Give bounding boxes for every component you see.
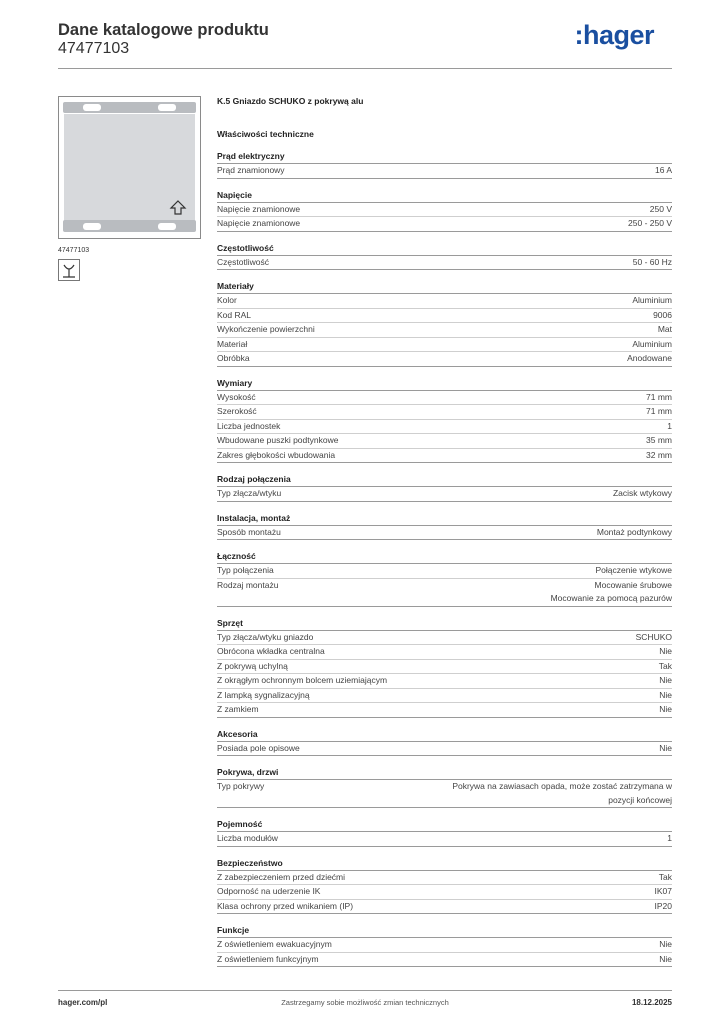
spec-value: 1 <box>667 420 672 431</box>
spec-row <box>217 309 672 324</box>
spec-row <box>217 579 672 607</box>
spec-row <box>217 434 672 449</box>
section-title: Pojemność <box>217 819 672 832</box>
spec-label: Materiał <box>217 338 248 349</box>
product-image-column <box>58 96 201 281</box>
spec-label: Napięcie znamionowe <box>217 203 301 214</box>
spec-value: Pokrywa na zawiasach opada, może zostać zatrzymana w pozycji końcowej <box>452 781 672 805</box>
spec-section <box>217 513 672 541</box>
spec-label: Rodzaj montażu <box>217 579 279 590</box>
spec-row <box>217 217 672 232</box>
section-title: Napięcie <box>217 190 672 203</box>
image-caption-code: 47477103 <box>58 247 90 254</box>
spec-label: Posiada pole opisowe <box>217 742 300 753</box>
spec-row <box>217 885 672 900</box>
spec-row <box>217 631 672 646</box>
specs-column <box>217 96 672 967</box>
spec-label: Obróbka <box>217 353 250 363</box>
spec-section <box>217 378 672 464</box>
spec-label: Częstotliwość <box>217 256 269 267</box>
spec-value: 9006 <box>653 309 672 320</box>
footer-divider <box>58 990 672 991</box>
spec-label: Typ złącza/wtyku <box>217 488 282 498</box>
spec-label: Odporność na uderzenie IK <box>217 886 321 896</box>
spec-label: Typ złącza/wtyku gniazdo <box>217 631 314 642</box>
product-number: 47477103 <box>58 40 130 57</box>
spec-row <box>217 449 672 464</box>
spec-value: Mocowanie śrubowe Mocowanie za pomocą pazurów <box>550 579 672 603</box>
spec-value: IK07 <box>654 886 672 896</box>
header-divider <box>58 68 672 69</box>
spec-row <box>217 703 672 718</box>
spec-value: SCHUKO <box>635 631 672 642</box>
spec-row <box>217 689 672 704</box>
section-title: Bezpieczeństwo <box>217 858 672 871</box>
page-header <box>58 20 672 68</box>
spec-value: Anodowane <box>627 353 672 363</box>
frame-notch <box>83 223 101 230</box>
spec-label: Typ pokrywy <box>217 781 265 791</box>
spec-label: Klasa ochrony przed wnikaniem (IP) <box>217 900 354 911</box>
spec-row <box>217 352 672 367</box>
section-title: Wymiary <box>217 378 672 391</box>
arrow-up-icon <box>169 199 187 217</box>
frame-notch <box>158 104 176 111</box>
spec-value: Tak <box>658 871 672 882</box>
spec-section <box>217 474 672 502</box>
spec-label: Prąd znamionowy <box>217 165 285 175</box>
section-title: Sprzęt <box>217 618 672 631</box>
spec-row <box>217 256 672 271</box>
spec-row <box>217 953 672 968</box>
spec-row <box>217 487 672 502</box>
spec-value: IP20 <box>654 900 672 911</box>
spec-section <box>217 281 672 367</box>
footer-disclaimer: Zastrzegamy sobie możliwość zmian technicznych <box>281 998 449 1007</box>
spec-label: Kolor <box>217 295 237 305</box>
spec-label: Sposób montażu <box>217 526 281 537</box>
spec-value: 35 mm <box>646 435 672 445</box>
spec-row <box>217 780 672 808</box>
spec-label: Liczba jednostek <box>217 420 281 431</box>
spec-label: Obrócona wkładka centralna <box>217 646 325 656</box>
spec-value: Nie <box>659 689 672 700</box>
spec-sections <box>217 151 672 967</box>
spec-value: 32 mm <box>646 449 672 460</box>
spec-value: Aluminium <box>632 338 672 349</box>
spec-value: Połączenie wtykowe <box>595 565 672 575</box>
frame-bottom <box>63 220 196 232</box>
spec-label: Wysokość <box>217 391 256 402</box>
spec-row <box>217 645 672 660</box>
spec-label: Liczba modułów <box>217 833 278 843</box>
spec-row <box>217 203 672 218</box>
spec-value: 71 mm <box>646 391 672 402</box>
spec-label: Z oświetleniem funkcyjnym <box>217 953 319 964</box>
spec-section <box>217 729 672 757</box>
spec-row <box>217 526 672 541</box>
spec-value: 71 mm <box>646 406 672 416</box>
spec-label: Szerokość <box>217 406 257 416</box>
spec-value: Aluminium <box>632 295 672 305</box>
spec-row <box>217 742 672 757</box>
spec-section <box>217 819 672 847</box>
section-title: Prąd elektryczny <box>217 151 672 164</box>
section-title: Materiały <box>217 281 672 294</box>
spec-row <box>217 900 672 915</box>
spec-section <box>217 767 672 808</box>
frame-top <box>63 102 196 113</box>
spec-label: Z okrągłym ochronnym bolcem uziemiającym <box>217 675 388 685</box>
spec-row <box>217 323 672 338</box>
section-title: Pokrywa, drzwi <box>217 767 672 780</box>
spec-value: Nie <box>659 704 672 714</box>
section-title: Rodzaj połączenia <box>217 474 672 487</box>
spec-section <box>217 243 672 271</box>
spec-section <box>217 925 672 967</box>
spec-row <box>217 405 672 420</box>
spec-row <box>217 294 672 309</box>
product-image <box>58 96 201 239</box>
spec-section <box>217 551 672 607</box>
section-title: Łączność <box>217 551 672 564</box>
spec-section <box>217 151 672 179</box>
spec-label: Z lampką sygnalizacyjną <box>217 689 310 700</box>
frame-notch <box>158 223 176 230</box>
spec-row <box>217 938 672 953</box>
spec-value: Nie <box>659 675 672 685</box>
spec-value: Nie <box>659 742 672 753</box>
spec-value: Mat <box>657 324 672 334</box>
spec-label: Wbudowane puszki podtynkowe <box>217 435 339 445</box>
hager-logo: :hager <box>574 20 654 50</box>
spec-label: Z zabezpieczeniem przed dziećmi <box>217 871 346 882</box>
spec-value: Zacisk wtykowy <box>612 488 672 498</box>
section-title: Akcesoria <box>217 729 672 742</box>
spec-row <box>217 338 672 353</box>
spec-label: Z oświetleniem ewakuacyjnym <box>217 939 332 949</box>
footer-date: 18.12.2025 <box>631 998 672 1007</box>
product-name: K.5 Gniazdo SCHUKO z pokrywą alu <box>217 96 364 106</box>
section-title: Instalacja, montaż <box>217 513 672 526</box>
spec-value: 50 - 60 Hz <box>632 256 672 267</box>
spec-value: Tak <box>658 660 672 671</box>
spec-label: Z zamkiem <box>217 704 259 714</box>
properties-heading: Właściwości techniczne <box>217 129 314 139</box>
spec-label: Kod RAL <box>217 309 252 320</box>
section-title: Funkcje <box>217 925 672 938</box>
spec-label: Z pokrywą uchylną <box>217 660 288 671</box>
spec-row <box>217 391 672 406</box>
spec-value: 250 V <box>649 203 672 214</box>
spec-row <box>217 674 672 689</box>
section-title: Częstotliwość <box>217 243 672 256</box>
spec-row <box>217 871 672 886</box>
spec-label: Zakres głębokości wbudowania <box>217 449 336 460</box>
frame-notch <box>83 104 101 111</box>
spec-value: 250 - 250 V <box>628 218 672 228</box>
page-title: Dane katalogowe produktu <box>58 21 269 39</box>
spec-section <box>217 190 672 232</box>
spec-value: 1 <box>667 833 672 843</box>
footer-website[interactable]: hager.com/pl <box>58 998 108 1007</box>
spec-section <box>217 618 672 718</box>
spec-row <box>217 832 672 847</box>
spec-row <box>217 420 672 435</box>
spec-value: Nie <box>659 953 672 964</box>
spec-value: Nie <box>659 646 672 656</box>
spec-value: 16 A <box>654 165 672 175</box>
spec-value: Montaż podtynkowy <box>596 526 672 537</box>
spec-row <box>217 164 672 179</box>
spec-row <box>217 660 672 675</box>
spec-value: Nie <box>659 939 672 949</box>
spec-row <box>217 564 672 579</box>
spec-section <box>217 858 672 915</box>
spec-label: Typ połączenia <box>217 565 274 575</box>
spec-label: Napięcie znamionowe <box>217 218 301 228</box>
spec-label: Wykończenie powierzchni <box>217 324 315 334</box>
socket-symbol-icon <box>58 259 80 281</box>
